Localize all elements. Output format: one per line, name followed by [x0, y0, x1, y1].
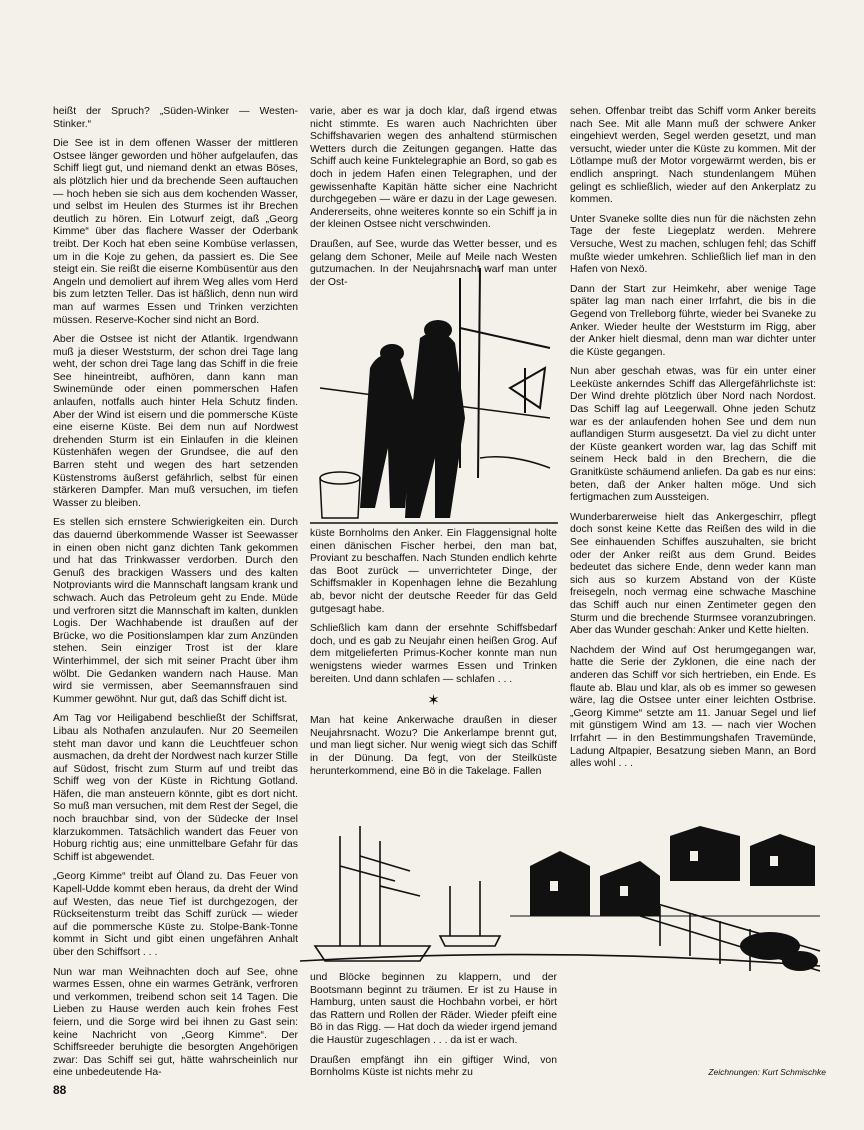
paragraph: Nun war man Weihnachten doch auf See, ohne warmes Essen, ohne ein warmes Getränk, verfroren und verkommen, treibend schon seit 14 Tagen. Die Lieben zu Hause werden auch kein frohes Fest feiern, und die Sorge wird bei ihnen zu Gast sein: keine Nachricht von „Georg Kimme“. Der Schiffsreeder beruhigte die besorgten Angehörigen zwar: Das Schiff sei gut, hätte wahrscheinlich nur eine unbedeutende Ha-: [53, 966, 298, 1079]
paragraph: Es stellen sich ernstere Schwierigkeiten ein. Durch das dauernd überkommende Wasser ist Seewasser in einen oben nicht ganz dichten Tank gekommen und hat das Trinkwasser verdorben. Durch den Genuß des brackigen Wassers und des kalten Notproviants wird die Mannschaft langsam krank und schwach. Auch das Petroleum geht zu Ende. Müde und verfroren sitzt die Mannschaft im kalten, dunklen Logis. Der Wachhabende ist draußen auf der Brücke, wo die Positionslampen klar zum Anzünden stehen. Sein einziger Trost ist der klare Winterhimmel, der sich mit seiner Pracht über ihm wölbt. Die Gedanken wandern nach Hause. Man wird sie vermissen, aber Seemannsfrauen sind Kummer gewöhnt. Nur gut, daß das Schiff dicht ist.: [53, 517, 298, 705]
paragraph: varie, aber es war ja doch klar, daß irgend etwas nicht stimmte. Es waren auch Nachrichten über Schiffshavarien wegen des anhaltend stürmischen Wetters durch die Zeitungen gegangen. Hatte das Schiff auch keine Funktelegraphie an Bord, so gab es doch in jedem Hafen einen Telegraphen, und der gewissenhafte Kapitän hätte sicher eine Nachricht durchgegeben — wäre er dazu in der Lage gewesen. Andererseits, ohne weiteres konnte so ein Schiff ja in der kleinen Ostsee nicht verschwinden.: [310, 106, 557, 231]
sailors-illustration: [310, 268, 558, 526]
harbor-illustration: [300, 826, 820, 976]
text-column-2-middle: [310, 528, 557, 811]
paragraph: Nachdem der Wind auf Ost herumgegangen war, hatte die Serie der Zyklonen, die eine nach der anderen das Schiff vor sich hertrieben, ein Ende. Es flaute ab. Blau und klar, als ob es immer so gewesen wäre, lag die Ostsee unter einer leichten Ostbrise. „Georg Kimme“ setzte am 11. Januar Segel und lief mit günstigem Wind am 13. — nach vier Wochen Irrfahrt — in den Bestimmungshafen Travemünde, Ladung Altpapier, Besatzung sieben Mann, an Bord alles wohl . . .: [570, 644, 816, 770]
text-column-2-bottom: [310, 972, 557, 1082]
paragraph: Aber die Ostsee ist nicht der Atlantik. Irgendwann muß ja dieser Weststurm, der schon drei Tage lang weht, der schon drei Tage lang das Schiff in die freie See hineintreibt, aufhören, dann kann man Swinemünde oder einen pommerschen Hafen anlaufen, notfalls auch hinter Hela Schutz finden. Aber der Wind ist eisern und die pommersche Küste eine eiserne Küste. Bei dem nun auf Nordwest drehenden Sturm ist ein Einlaufen in die kleinen Küstenhäfen wegen der Grundsee, die auf den Barren steht und wegen des hart setzenden Küstenstroms äußerst gefährlich, selbst für einen stärkeren Dampfer. Man muß versuchen, im tiefen Wasser zu bleiben.: [53, 334, 298, 509]
paragraph: Draußen, auf See, wurde das Wetter besser, und es gelang dem Schoner, Meile auf Meile nach Westen gutzumachen. In der Neujahrsnacht warf man unter der Ost-: [310, 238, 557, 288]
text-column-2-top: [310, 106, 557, 288]
text-column-1: [53, 106, 298, 1079]
paragraph: Man hat keine Ankerwache draußen in dieser Neujahrsnacht. Wozu? Die Ankerlampe brennt gut, und man liegt sicher. Nur wenig wiegt sich das Schiff in der Dünung. Da fegt, von der Steilküste herunterkommend, eine Bö in die Takelage. Fallen: [310, 715, 557, 777]
illustration-credit: Zeichnungen: Kurt Schmischke: [708, 1067, 826, 1077]
section-separator: ✶: [427, 692, 440, 710]
paragraph: Unter Svaneke sollte dies nun für die nächsten zehn Tage der feste Liegeplatz werden. Mehrere Versuche, West zu machen, schlugen fehl; das Schiff mußte wieder umkehren. Schließlich lief man in den Hafen von Nexö.: [570, 213, 816, 276]
page-number: 88: [53, 1083, 67, 1097]
paragraph: „Georg Kimme“ treibt auf Öland zu. Das Feuer von Kapell-Udde kommt eben heraus, da dreht der Wind auf Westen, das neue Tief ist durchgezogen, der Rückseitensturm treibt das Schiff zurück — wieder auf die pommersche Küste zu. Stolpe-Bank-Tonne kommt in Sicht und gibt einen ungefähren Anhalt über den Schiffsort . . .: [53, 871, 298, 958]
paragraph: Am Tag vor Heiligabend beschließt der Schiffsrat, Libau als Nothafen anzulaufen. Nur 20 Seemeilen steht man davor und kann die Leuchtfeuer schon ausmachen, da dreht der Nordwest nach kurzer Stille auf Südost, frischt zum Sturm auf und treibt das Schiff weg von der Küste in Richtung Gotland. Häfen, die man ansteuern könnte, gibt es dort nicht. So muß man versuchen, mit dem Rest der Segel, die noch brauchbar sind, von der Südecke der Insel klarzukommen. Tatsächlich wandert das Feuer von Hoburg richtig aus; eine unmittelbare Gefahr für das Schiff ist abgewendet.: [53, 713, 298, 863]
paragraph: Die See ist in dem offenen Wasser der mittleren Ostsee länger geworden und höher aufgelaufen, das Schiff liegt gut, und niemand denkt an etwas Böses, als plötzlich hier und da brechende Seen auftauchen — hoch heben sie sich aus dem kochenden Wasser, und selbst im Heulen des Sturmes ist ihr Brechen deutlich zu hören. Ein Lotwurf zeigt, daß „Georg Kimme“ über das flachere Wasser der Oderbank treibt. Der Koch hat eben seine Kombüse verlassen, um in die Koje zu gehen, da passiert es. Die See steigt ein. Sie reißt die eiserne Kombüsentür aus den Angeln und demoliert auf ihrem Weg alles vom Herd bis zum letzten Teller. Das ist häßlich, denn nun wird man auf warmes Essen und Trinken verzichten müssen. Reserve-Kocher sind nicht an Bord.: [53, 138, 298, 326]
paragraph: sehen. Offenbar treibt das Schiff vorm Anker bereits nach See. Mit alle Mann muß der schwere Anker eingehievt werden, Segel werden gesetzt, und man versucht, wieder unter die Küste zu kommen. Mit der Lötlampe muß der Motor vorgewärmt werden, bis er endlich anspringt. Nach stundenlangem Mühen gelingt es schließlich, wieder auf den Ankerplatz zu kommen.: [570, 106, 816, 206]
paragraph: küste Bornholms den Anker. Ein Flaggensignal holte einen dänischen Fischer herbei, den man bat, Proviant zu beschaffen. Nach Stunden endlich kehrte das Boot zurück — unverrichteter Dinge, der Schiffsmakler in Kopenhagen lehne die Bezahlung ab, bevor nicht der deutsche Reeder für das Geld gutgesagt habe.: [310, 528, 557, 615]
paragraph: Schließlich kam dann der ersehnte Schiffsbedarf doch, und es gab zu Neujahr einen heißen Grog. Auf dem mitgelieferten Primus-Kocher konnte man nun wenigstens wieder warmes Essen und Trinken bereiten. Und dann schlafen — schlafen . . .: [310, 623, 557, 685]
paragraph: Dann der Start zur Heimkehr, aber wenige Tage später lag man nach einer Irrfahrt, die bis in die Gegend von Trelleborg führte, wieder bei Svaneke zu Anker. Wieder heulte der Weststurm im Rigg, aber der Anker hielt diesmal, denn man war dichter unter die Küste gegangen.: [570, 283, 816, 358]
paragraph: Draußen empfängt ihn ein giftiger Wind, von Bornholms Küste ist nichts mehr zu: [310, 1054, 557, 1079]
paragraph: Nun aber geschah etwas, was für ein unter einer Leeküste ankerndes Schiff das Allergefährlichste ist: Der Wind drehte plötzlich über Nord nach Nordost. Das Schiff lag auf Leegerwall. Ohne jeden Schutz war es der anlaufenden hohen See und dem nun auflandigen Sturm ausgesetzt. Da viel zu dicht unter der Küste geankert worden war, lag das Schiff mit seinem Heck bald in den Brechern, die die Granitküste schäumend anliefen. Da gab es nur eins: beten, daß der Anker halten möge. Und sich fertigmachen zum Aussteigen.: [570, 366, 816, 504]
paragraph: und Blöcke beginnen zu klappern, und der Bootsmann beginnt zu träumen. Er ist zu Hause in Hamburg, unten saust die Hochbahn vorbei, er hört das Rattern und Rollen der Räder. Wieder pfeift eine Bö in das Rigg. — Hat doch da wieder irgend jemand die Haustür zugeschlagen . . . da ist er wach.: [310, 972, 557, 1046]
text-column-3: [570, 106, 816, 822]
paragraph: heißt der Spruch? „Süden-Winker — Westen-Stinker.“: [53, 106, 298, 130]
paragraph: Wunderbarerweise hielt das Ankergeschirr, pflegt doch sonst keine Kette das Reißen des wild in die See einhauenden Schiffes auszuhalten, sie bricht oder der Anker reißt aus dem Grund. Beides bedeutet das sichere Ende, denn weder kann man sich aus so kurzem Abstand von der Küste freisegeln, noch vermag eine schwache Maschine das Schiff auch nur einen Zentimeter gegen den Sturm und die brechende Sturmsee voranzubringen. Aber das Wunder geschah: Anker und Kette hielten.: [570, 511, 816, 637]
